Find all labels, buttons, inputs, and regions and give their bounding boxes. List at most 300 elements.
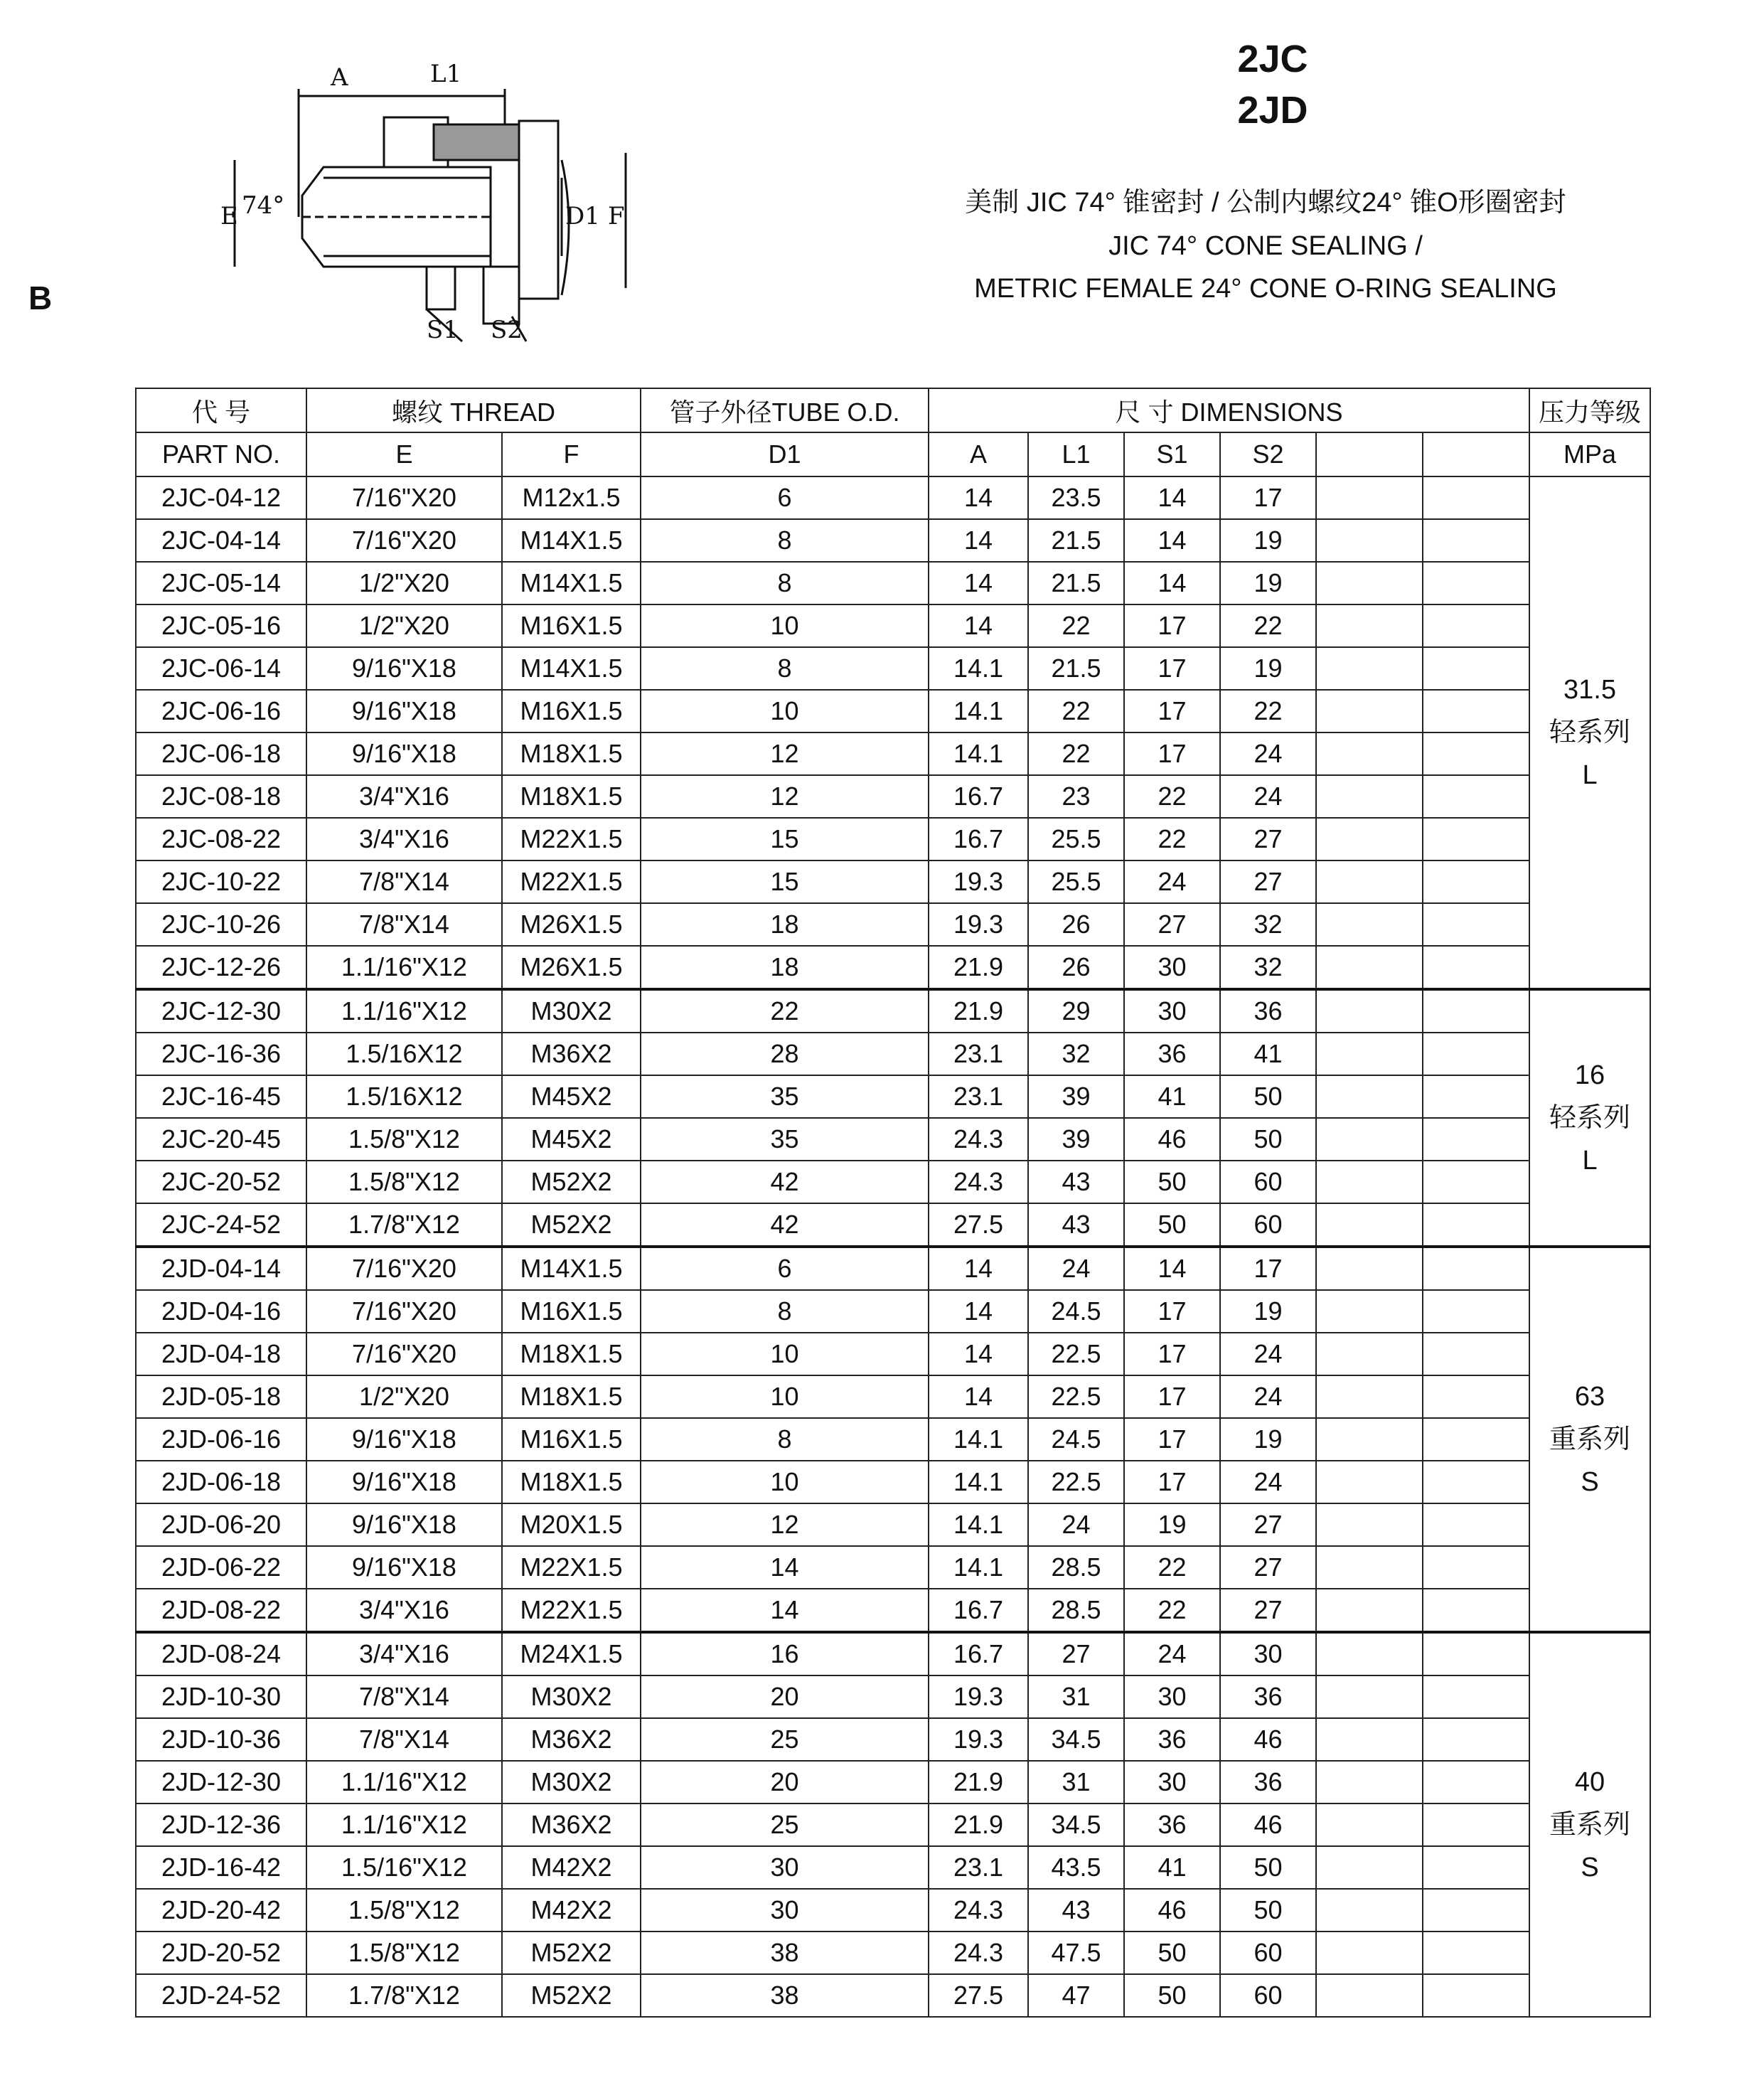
cell-blank bbox=[1423, 1503, 1529, 1546]
cell-part-no: 2JD-04-14 bbox=[136, 1247, 306, 1290]
cell-blank bbox=[1423, 818, 1529, 860]
label-l1: L1 bbox=[430, 60, 462, 88]
cell-dim-s2: 24 bbox=[1220, 1375, 1316, 1418]
cell-thread-f: M18X1.5 bbox=[502, 775, 641, 818]
cell-part-no: 2JD-16-42 bbox=[136, 1846, 306, 1889]
cell-dim-s1: 46 bbox=[1124, 1118, 1220, 1161]
cell-thread-e: 1.5/8"X12 bbox=[306, 1118, 502, 1161]
cell-dim-l1: 43.5 bbox=[1028, 1846, 1124, 1889]
cell-part-no: 2JC-08-18 bbox=[136, 775, 306, 818]
section-letter: B bbox=[28, 279, 53, 316]
cell-dim-s2: 22 bbox=[1220, 604, 1316, 647]
cell-tube-od: 22 bbox=[641, 989, 929, 1033]
cell-dim-s2: 22 bbox=[1220, 690, 1316, 732]
table-row bbox=[136, 1203, 1650, 1247]
cell-dim-s1: 36 bbox=[1124, 1718, 1220, 1761]
table-row bbox=[136, 989, 1650, 1033]
cell-part-no: 2JD-04-18 bbox=[136, 1333, 306, 1375]
cell-blank bbox=[1423, 1803, 1529, 1846]
cell-blank bbox=[1423, 732, 1529, 775]
cell-tube-od: 12 bbox=[641, 732, 929, 775]
cell-dim-s1: 19 bbox=[1124, 1503, 1220, 1546]
cell-blank bbox=[1316, 1375, 1423, 1418]
cell-tube-od: 10 bbox=[641, 690, 929, 732]
cell-blank bbox=[1316, 1503, 1423, 1546]
cell-tube-od: 8 bbox=[641, 1290, 929, 1333]
cell-tube-od: 6 bbox=[641, 1247, 929, 1290]
cell-blank bbox=[1316, 1161, 1423, 1203]
table-row bbox=[136, 1974, 1650, 2017]
cell-blank bbox=[1423, 1889, 1529, 1932]
cell-dim-s1: 41 bbox=[1124, 1846, 1220, 1889]
pressure-code: S bbox=[1581, 1853, 1599, 1882]
cell-tube-od: 10 bbox=[641, 1461, 929, 1503]
cell-dim-a: 14 bbox=[929, 1290, 1028, 1333]
cell-dim-s2: 17 bbox=[1220, 1247, 1316, 1290]
cell-tube-od: 35 bbox=[641, 1118, 929, 1161]
cell-dim-s2: 60 bbox=[1220, 1203, 1316, 1247]
cell-part-no: 2JC-12-30 bbox=[136, 989, 306, 1033]
cell-thread-f: M30X2 bbox=[502, 1761, 641, 1803]
cell-dim-s2: 27 bbox=[1220, 1589, 1316, 1632]
cell-thread-e: 1.1/16"X12 bbox=[306, 1761, 502, 1803]
cell-dim-s1: 41 bbox=[1124, 1075, 1220, 1118]
cell-blank bbox=[1316, 1033, 1423, 1075]
cell-dim-l1: 43 bbox=[1028, 1889, 1124, 1932]
table-row bbox=[136, 647, 1650, 690]
table-row bbox=[136, 690, 1650, 732]
cell-part-no: 2JC-06-18 bbox=[136, 732, 306, 775]
cell-blank bbox=[1316, 1889, 1423, 1932]
table-row bbox=[136, 860, 1650, 903]
header-a: A bbox=[929, 432, 1028, 476]
fitting-drawing bbox=[192, 53, 647, 352]
cell-dim-l1: 21.5 bbox=[1028, 562, 1124, 604]
cell-thread-f: M18X1.5 bbox=[502, 1375, 641, 1418]
cell-dim-s2: 24 bbox=[1220, 1333, 1316, 1375]
cell-dim-s2: 24 bbox=[1220, 1461, 1316, 1503]
cell-blank bbox=[1423, 1333, 1529, 1375]
cell-tube-od: 14 bbox=[641, 1546, 929, 1589]
cell-thread-f: M36X2 bbox=[502, 1033, 641, 1075]
subtitle-cn: 美制 JIC 74° 锥密封 / 公制内螺纹24° 锥O形圈密封 bbox=[965, 188, 1566, 218]
table-row bbox=[136, 775, 1650, 818]
cell-dim-s2: 46 bbox=[1220, 1718, 1316, 1761]
cell-thread-e: 1.5/8"X12 bbox=[306, 1932, 502, 1974]
cell-blank bbox=[1423, 690, 1529, 732]
cell-blank bbox=[1423, 1589, 1529, 1632]
cell-blank bbox=[1423, 1203, 1529, 1247]
cell-dim-s1: 27 bbox=[1124, 903, 1220, 946]
cell-dim-l1: 24.5 bbox=[1028, 1290, 1124, 1333]
cell-dim-l1: 34.5 bbox=[1028, 1803, 1124, 1846]
cell-part-no: 2JC-12-26 bbox=[136, 946, 306, 989]
cell-part-no: 2JD-06-22 bbox=[136, 1546, 306, 1589]
cell-dim-a: 24.3 bbox=[929, 1889, 1028, 1932]
cell-dim-l1: 27 bbox=[1028, 1632, 1124, 1675]
cell-tube-od: 10 bbox=[641, 604, 929, 647]
cell-dim-l1: 29 bbox=[1028, 989, 1124, 1033]
cell-dim-l1: 22.5 bbox=[1028, 1375, 1124, 1418]
cell-dim-a: 14.1 bbox=[929, 1418, 1028, 1461]
cell-dim-l1: 47 bbox=[1028, 1974, 1124, 2017]
cell-dim-s2: 36 bbox=[1220, 1675, 1316, 1718]
pressure-series: 轻系列 bbox=[1549, 718, 1631, 747]
header-s1: S1 bbox=[1124, 432, 1220, 476]
header-thread: 螺纹 THREAD bbox=[306, 388, 641, 432]
cell-tube-od: 16 bbox=[641, 1632, 929, 1675]
cell-dim-a: 23.1 bbox=[929, 1075, 1028, 1118]
cell-thread-f: M18X1.5 bbox=[502, 1333, 641, 1375]
cell-part-no: 2JD-20-52 bbox=[136, 1932, 306, 1974]
cell-dim-s2: 32 bbox=[1220, 903, 1316, 946]
cell-blank bbox=[1423, 476, 1529, 519]
cell-thread-f: M52X2 bbox=[502, 1203, 641, 1247]
cell-thread-e: 1/2"X20 bbox=[306, 604, 502, 647]
table-row bbox=[136, 1632, 1650, 1675]
table-row bbox=[136, 1461, 1650, 1503]
cell-blank bbox=[1316, 690, 1423, 732]
cell-blank bbox=[1423, 1118, 1529, 1161]
cell-thread-f: M42X2 bbox=[502, 1846, 641, 1889]
cell-blank bbox=[1316, 1075, 1423, 1118]
table-row bbox=[136, 903, 1650, 946]
table-row bbox=[136, 1418, 1650, 1461]
cell-dim-a: 14 bbox=[929, 1333, 1028, 1375]
cell-blank bbox=[1316, 1290, 1423, 1333]
cell-blank bbox=[1423, 1718, 1529, 1761]
label-a: A bbox=[331, 63, 348, 92]
cell-part-no: 2JC-08-22 bbox=[136, 818, 306, 860]
cell-blank bbox=[1316, 1589, 1423, 1632]
cell-thread-e: 9/16"X18 bbox=[306, 647, 502, 690]
header-part-no-cn: 代 号 bbox=[136, 388, 306, 432]
cell-dim-a: 14 bbox=[929, 519, 1028, 562]
cell-tube-od: 38 bbox=[641, 1974, 929, 2017]
cell-blank bbox=[1316, 989, 1423, 1033]
cell-thread-e: 7/16"X20 bbox=[306, 476, 502, 519]
cell-thread-e: 9/16"X18 bbox=[306, 732, 502, 775]
cell-thread-e: 1/2"X20 bbox=[306, 562, 502, 604]
cell-tube-od: 18 bbox=[641, 903, 929, 946]
cell-tube-od: 35 bbox=[641, 1075, 929, 1118]
cell-thread-e: 7/8"X14 bbox=[306, 1675, 502, 1718]
cell-dim-l1: 43 bbox=[1028, 1203, 1124, 1247]
cell-blank bbox=[1316, 604, 1423, 647]
cell-tube-od: 20 bbox=[641, 1675, 929, 1718]
header-blank-2 bbox=[1423, 432, 1529, 476]
table-row bbox=[136, 946, 1650, 989]
cell-thread-f: M22X1.5 bbox=[502, 1589, 641, 1632]
cell-thread-f: M22X1.5 bbox=[502, 818, 641, 860]
cell-dim-s2: 19 bbox=[1220, 519, 1316, 562]
cell-thread-e: 1.1/16"X12 bbox=[306, 946, 502, 989]
pressure-pressure: 40 bbox=[1574, 1767, 1605, 1797]
cell-dim-a: 14 bbox=[929, 1375, 1028, 1418]
cell-tube-od: 38 bbox=[641, 1932, 929, 1974]
table-row bbox=[136, 1290, 1650, 1333]
cell-blank bbox=[1423, 1932, 1529, 1974]
cell-dim-s2: 50 bbox=[1220, 1846, 1316, 1889]
header-pressure-cn: 压力等级 bbox=[1529, 388, 1650, 432]
cell-part-no: 2JD-20-42 bbox=[136, 1889, 306, 1932]
cell-dim-l1: 28.5 bbox=[1028, 1589, 1124, 1632]
cell-dim-s2: 27 bbox=[1220, 1546, 1316, 1589]
label-s1: S1 bbox=[427, 316, 459, 344]
cell-dim-a: 21.9 bbox=[929, 1803, 1028, 1846]
table-row bbox=[136, 1675, 1650, 1718]
cell-thread-f: M22X1.5 bbox=[502, 1546, 641, 1589]
cell-thread-f: M14X1.5 bbox=[502, 519, 641, 562]
cell-blank bbox=[1316, 1418, 1423, 1461]
header-tube-od: 管子外径TUBE O.D. bbox=[641, 388, 929, 432]
pressure-series: 重系列 bbox=[1549, 1810, 1631, 1840]
cell-thread-f: M52X2 bbox=[502, 1974, 641, 2017]
header-s2: S2 bbox=[1220, 432, 1316, 476]
cell-thread-e: 7/8"X14 bbox=[306, 903, 502, 946]
cell-dim-s1: 14 bbox=[1124, 476, 1220, 519]
pressure-group-cell bbox=[1529, 1632, 1650, 2017]
cell-blank bbox=[1423, 1546, 1529, 1589]
cell-dim-s1: 24 bbox=[1124, 860, 1220, 903]
table-row bbox=[136, 604, 1650, 647]
cell-dim-s2: 50 bbox=[1220, 1889, 1316, 1932]
label-s2: S2 bbox=[491, 316, 523, 344]
cell-blank bbox=[1316, 1461, 1423, 1503]
header-e: E bbox=[306, 432, 502, 476]
cell-thread-f: M24X1.5 bbox=[502, 1632, 641, 1675]
header-f: F bbox=[502, 432, 641, 476]
cell-dim-s1: 36 bbox=[1124, 1803, 1220, 1846]
cell-blank bbox=[1423, 860, 1529, 903]
cell-dim-s2: 60 bbox=[1220, 1161, 1316, 1203]
cell-dim-s1: 14 bbox=[1124, 519, 1220, 562]
subtitle-en-2: METRIC FEMALE 24° CONE O-RING SEALING bbox=[974, 274, 1557, 304]
cell-blank bbox=[1423, 1290, 1529, 1333]
cell-thread-e: 9/16"X18 bbox=[306, 1418, 502, 1461]
cell-thread-f: M26X1.5 bbox=[502, 946, 641, 989]
cell-dim-a: 14 bbox=[929, 1247, 1028, 1290]
cell-thread-f: M12x1.5 bbox=[502, 476, 641, 519]
cell-blank bbox=[1316, 1932, 1423, 1974]
spec-table-body bbox=[136, 476, 1650, 2017]
cell-dim-l1: 24 bbox=[1028, 1503, 1124, 1546]
table-row bbox=[136, 1247, 1650, 1290]
table-row bbox=[136, 1718, 1650, 1761]
cell-thread-e: 1.7/8"X12 bbox=[306, 1203, 502, 1247]
cell-tube-od: 42 bbox=[641, 1203, 929, 1247]
cell-dim-a: 21.9 bbox=[929, 946, 1028, 989]
cell-blank bbox=[1316, 1118, 1423, 1161]
cell-part-no: 2JC-10-26 bbox=[136, 903, 306, 946]
cell-dim-s1: 17 bbox=[1124, 604, 1220, 647]
cell-tube-od: 25 bbox=[641, 1718, 929, 1761]
cell-part-no: 2JC-20-45 bbox=[136, 1118, 306, 1161]
cell-thread-e: 9/16"X18 bbox=[306, 1546, 502, 1589]
table-row bbox=[136, 1503, 1650, 1546]
cell-dim-a: 14.1 bbox=[929, 732, 1028, 775]
cell-part-no: 2JC-16-36 bbox=[136, 1033, 306, 1075]
cell-blank bbox=[1316, 647, 1423, 690]
cell-blank bbox=[1423, 1247, 1529, 1290]
table-row bbox=[136, 562, 1650, 604]
cell-tube-od: 15 bbox=[641, 860, 929, 903]
cell-blank bbox=[1316, 946, 1423, 989]
cell-dim-a: 14.1 bbox=[929, 647, 1028, 690]
cell-tube-od: 8 bbox=[641, 562, 929, 604]
cell-blank bbox=[1316, 1803, 1423, 1846]
table-row bbox=[136, 1546, 1650, 1589]
cell-dim-l1: 22 bbox=[1028, 732, 1124, 775]
cell-thread-e: 3/4"X16 bbox=[306, 775, 502, 818]
cell-tube-od: 42 bbox=[641, 1161, 929, 1203]
pressure-series: 重系列 bbox=[1549, 1424, 1631, 1454]
cell-blank bbox=[1423, 1033, 1529, 1075]
cell-blank bbox=[1316, 1546, 1423, 1589]
cell-part-no: 2JD-06-20 bbox=[136, 1503, 306, 1546]
cell-dim-s1: 17 bbox=[1124, 1333, 1220, 1375]
cell-part-no: 2JC-05-16 bbox=[136, 604, 306, 647]
cell-dim-a: 14.1 bbox=[929, 1503, 1028, 1546]
table-row bbox=[136, 1803, 1650, 1846]
cell-dim-s2: 41 bbox=[1220, 1033, 1316, 1075]
table-row bbox=[136, 1375, 1650, 1418]
cell-dim-s1: 30 bbox=[1124, 1761, 1220, 1803]
spec-table bbox=[135, 388, 1651, 2018]
cell-blank bbox=[1316, 476, 1423, 519]
cell-thread-f: M20X1.5 bbox=[502, 1503, 641, 1546]
cell-blank bbox=[1316, 562, 1423, 604]
cell-part-no: 2JD-06-16 bbox=[136, 1418, 306, 1461]
cell-tube-od: 12 bbox=[641, 775, 929, 818]
table-row bbox=[136, 476, 1650, 519]
cell-blank bbox=[1316, 519, 1423, 562]
cell-blank bbox=[1316, 818, 1423, 860]
table-row bbox=[136, 1889, 1650, 1932]
cell-thread-f: M36X2 bbox=[502, 1803, 641, 1846]
cell-dim-s2: 27 bbox=[1220, 860, 1316, 903]
cell-thread-f: M14X1.5 bbox=[502, 1247, 641, 1290]
cell-dim-a: 21.9 bbox=[929, 989, 1028, 1033]
cell-thread-e: 9/16"X18 bbox=[306, 690, 502, 732]
cell-tube-od: 8 bbox=[641, 1418, 929, 1461]
cell-blank bbox=[1316, 1846, 1423, 1889]
cell-blank bbox=[1316, 1247, 1423, 1290]
cell-thread-f: M16X1.5 bbox=[502, 604, 641, 647]
cell-dim-s1: 14 bbox=[1124, 562, 1220, 604]
cell-thread-e: 1.5/16X12 bbox=[306, 1033, 502, 1075]
cell-dim-l1: 32 bbox=[1028, 1033, 1124, 1075]
table-row bbox=[136, 1589, 1650, 1632]
cell-thread-e: 1/2"X20 bbox=[306, 1375, 502, 1418]
cell-part-no: 2JC-10-22 bbox=[136, 860, 306, 903]
cell-blank bbox=[1316, 1761, 1423, 1803]
cell-dim-s2: 30 bbox=[1220, 1632, 1316, 1675]
cell-tube-od: 28 bbox=[641, 1033, 929, 1075]
cell-thread-f: M30X2 bbox=[502, 989, 641, 1033]
cell-dim-s2: 50 bbox=[1220, 1075, 1316, 1118]
cell-tube-od: 25 bbox=[641, 1803, 929, 1846]
cell-thread-f: M16X1.5 bbox=[502, 1290, 641, 1333]
cell-dim-s2: 19 bbox=[1220, 1418, 1316, 1461]
cell-thread-f: M14X1.5 bbox=[502, 562, 641, 604]
cell-thread-f: M14X1.5 bbox=[502, 647, 641, 690]
cell-dim-a: 19.3 bbox=[929, 1718, 1028, 1761]
cell-thread-e: 1.5/16X12 bbox=[306, 1075, 502, 1118]
table-row bbox=[136, 818, 1650, 860]
cell-thread-f: M42X2 bbox=[502, 1889, 641, 1932]
cell-blank bbox=[1423, 519, 1529, 562]
cell-dim-s2: 46 bbox=[1220, 1803, 1316, 1846]
cell-blank bbox=[1423, 647, 1529, 690]
cell-dim-s1: 17 bbox=[1124, 1461, 1220, 1503]
cell-dim-s1: 22 bbox=[1124, 775, 1220, 818]
header-d1: D1 bbox=[641, 432, 929, 476]
cell-dim-s2: 19 bbox=[1220, 1290, 1316, 1333]
cell-dim-a: 14.1 bbox=[929, 1546, 1028, 1589]
cell-dim-a: 27.5 bbox=[929, 1974, 1028, 2017]
cell-dim-a: 14 bbox=[929, 604, 1028, 647]
cell-dim-a: 24.3 bbox=[929, 1932, 1028, 1974]
cell-thread-f: M30X2 bbox=[502, 1675, 641, 1718]
pressure-group-cell bbox=[1529, 1247, 1650, 1632]
cell-blank bbox=[1316, 1333, 1423, 1375]
cell-dim-s2: 17 bbox=[1220, 476, 1316, 519]
cell-thread-e: 7/16"X20 bbox=[306, 1333, 502, 1375]
cell-dim-a: 16.7 bbox=[929, 1632, 1028, 1675]
cell-thread-f: M45X2 bbox=[502, 1075, 641, 1118]
cell-dim-a: 16.7 bbox=[929, 818, 1028, 860]
cell-dim-l1: 39 bbox=[1028, 1075, 1124, 1118]
cell-dim-s2: 60 bbox=[1220, 1932, 1316, 1974]
cell-thread-e: 1.1/16"X12 bbox=[306, 989, 502, 1033]
cell-thread-e: 7/8"X14 bbox=[306, 1718, 502, 1761]
cell-dim-l1: 31 bbox=[1028, 1761, 1124, 1803]
cell-dim-s2: 27 bbox=[1220, 818, 1316, 860]
cell-blank bbox=[1316, 1675, 1423, 1718]
cell-thread-f: M22X1.5 bbox=[502, 860, 641, 903]
cell-thread-f: M36X2 bbox=[502, 1718, 641, 1761]
cell-part-no: 2JD-12-30 bbox=[136, 1761, 306, 1803]
cell-dim-l1: 25.5 bbox=[1028, 818, 1124, 860]
cell-dim-l1: 23 bbox=[1028, 775, 1124, 818]
cell-dim-s2: 19 bbox=[1220, 562, 1316, 604]
cell-thread-e: 1.7/8"X12 bbox=[306, 1974, 502, 2017]
cell-dim-l1: 24.5 bbox=[1028, 1418, 1124, 1461]
cell-tube-od: 30 bbox=[641, 1889, 929, 1932]
cell-dim-a: 16.7 bbox=[929, 775, 1028, 818]
cell-blank bbox=[1423, 1461, 1529, 1503]
header-part-no-en: PART NO. bbox=[136, 432, 306, 476]
cell-part-no: 2JC-20-52 bbox=[136, 1161, 306, 1203]
cell-part-no: 2JD-06-18 bbox=[136, 1461, 306, 1503]
cell-part-no: 2JD-10-30 bbox=[136, 1675, 306, 1718]
cell-dim-a: 14.1 bbox=[929, 1461, 1028, 1503]
cell-part-no: 2JD-08-22 bbox=[136, 1589, 306, 1632]
cell-dim-s1: 50 bbox=[1124, 1932, 1220, 1974]
cell-dim-l1: 24 bbox=[1028, 1247, 1124, 1290]
cell-dim-s1: 14 bbox=[1124, 1247, 1220, 1290]
cell-dim-l1: 26 bbox=[1028, 903, 1124, 946]
cell-dim-a: 16.7 bbox=[929, 1589, 1028, 1632]
cell-blank bbox=[1423, 1075, 1529, 1118]
cell-dim-a: 21.9 bbox=[929, 1761, 1028, 1803]
cell-thread-f: M16X1.5 bbox=[502, 690, 641, 732]
cell-dim-a: 14 bbox=[929, 562, 1028, 604]
cell-thread-e: 1.1/16"X12 bbox=[306, 1803, 502, 1846]
cell-blank bbox=[1316, 1718, 1423, 1761]
cell-thread-e: 1.5/16"X12 bbox=[306, 1846, 502, 1889]
